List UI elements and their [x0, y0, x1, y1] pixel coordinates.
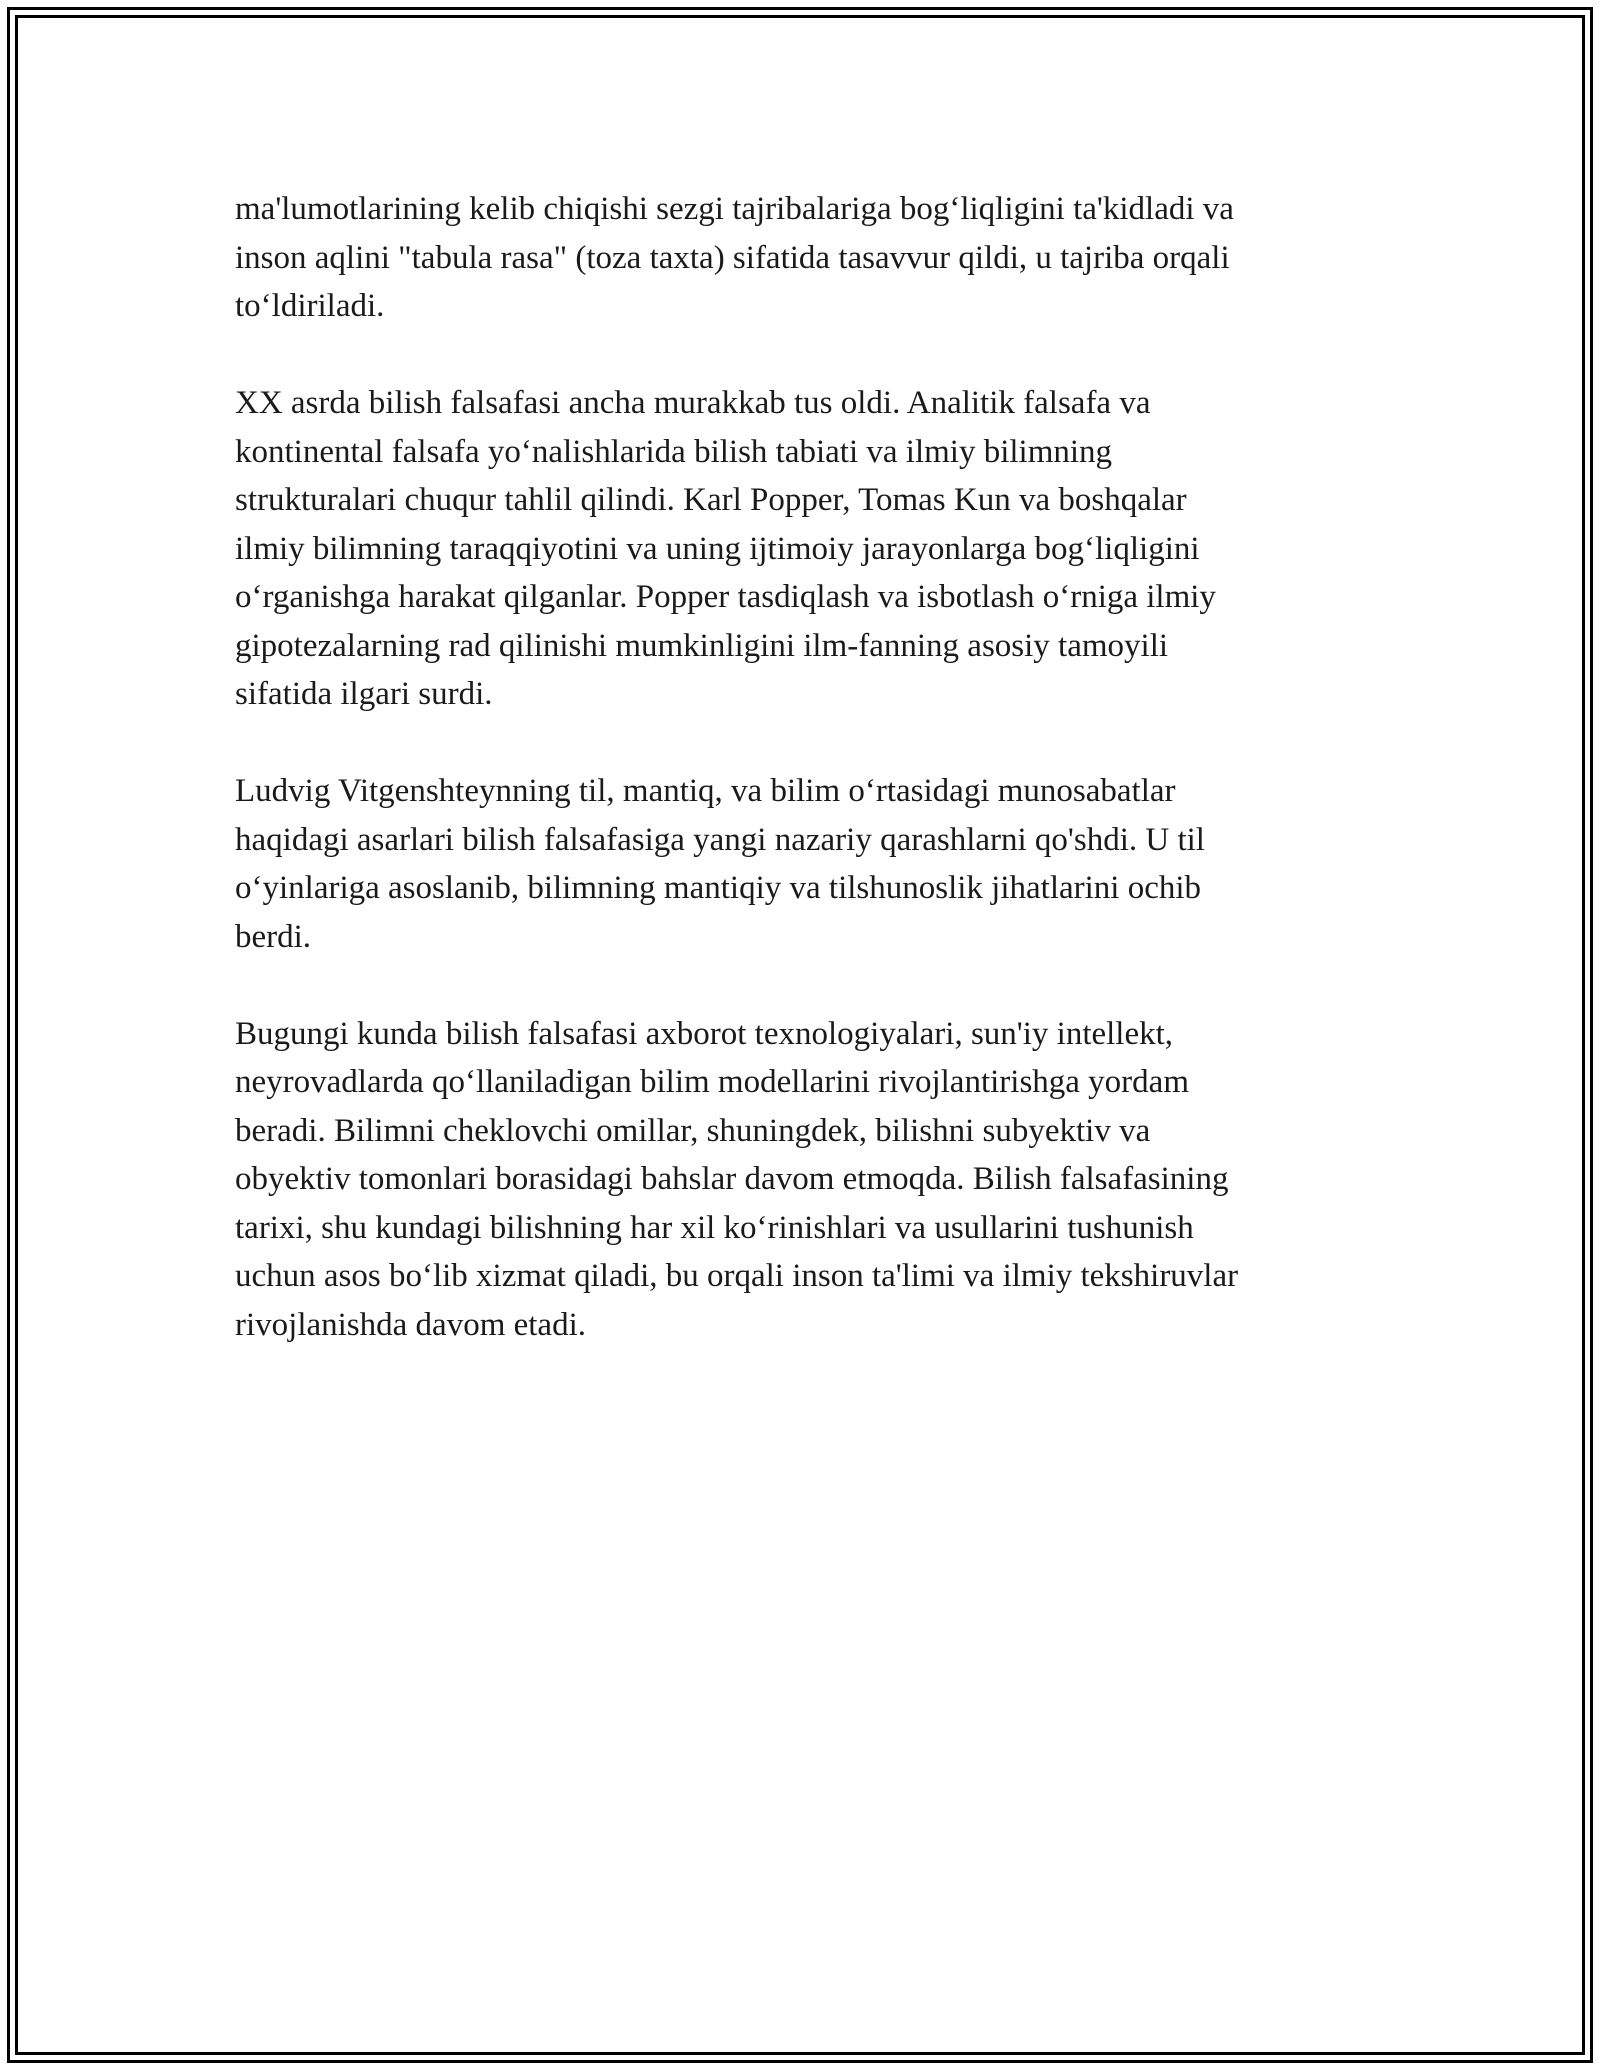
- paragraph-1: ma'lumotlarining kelib chiqishi sezgi tajribalariga bog‘liqligini ta'kidladi va inson aqlini "tabula rasa" (toza taxta) sifatida tasavvur qildi, u tajriba orqali to‘ldiriladi.: [235, 191, 1234, 324]
- paragraph-2: XX asrda bilish falsafasi ancha murakkab tus oldi. Analitik falsafa va kontinental falsafa yo‘nalishlarida bilish tabiati va ilmiy bilimning strukturalari chuqur tahlil qilindi. Karl Popper, Tomas Kun va boshqalar ilmiy bilimning taraqqiyotini va uning ijtimoiy jarayonlarga bog‘liqligini o‘rganishga harakat qilganlar. Popper tasdiqlash va isbotlash o‘rniga ilmiy gipotezalarning rad qilinishi mumkinligini ilm-fanning asosiy tamoyili sifatida ilgari surdi.: [235, 385, 1216, 712]
- paragraph-3: Ludvig Vitgenshteynning til, mantiq, va bilim o‘rtasidagi munosabatlar haqidagi asarlari bilish falsafasiga yangi nazariy qarashlarni qo'shdi. U til o‘yinlariga asoslanib, bilimning mantiqiy va tilshunoslik jihatlarini ochib berdi.: [235, 773, 1205, 955]
- document-body: [235, 185, 1370, 1398]
- paragraph-4: Bugungi kunda bilish falsafasi axborot texnologiyalari, sun'iy intellekt, neyrovadlarda qo‘llaniladigan bilim modellarini rivojlantirishga yordam beradi. Bilimni cheklovchi omillar, shuningdek, bilishni subyektiv va obyektiv tomonlari borasidagi bahslar davom etmoqda. Bilish falsafasining tarixi, shu kundagi bilishning har xil ko‘rinishlari va usullarini tushunish uchun asos bo‘lib xizmat qiladi, bu orqali inson ta'limi va ilmiy tekshiruvlar rivojlanishda davom etadi.: [235, 1015, 1239, 1343]
